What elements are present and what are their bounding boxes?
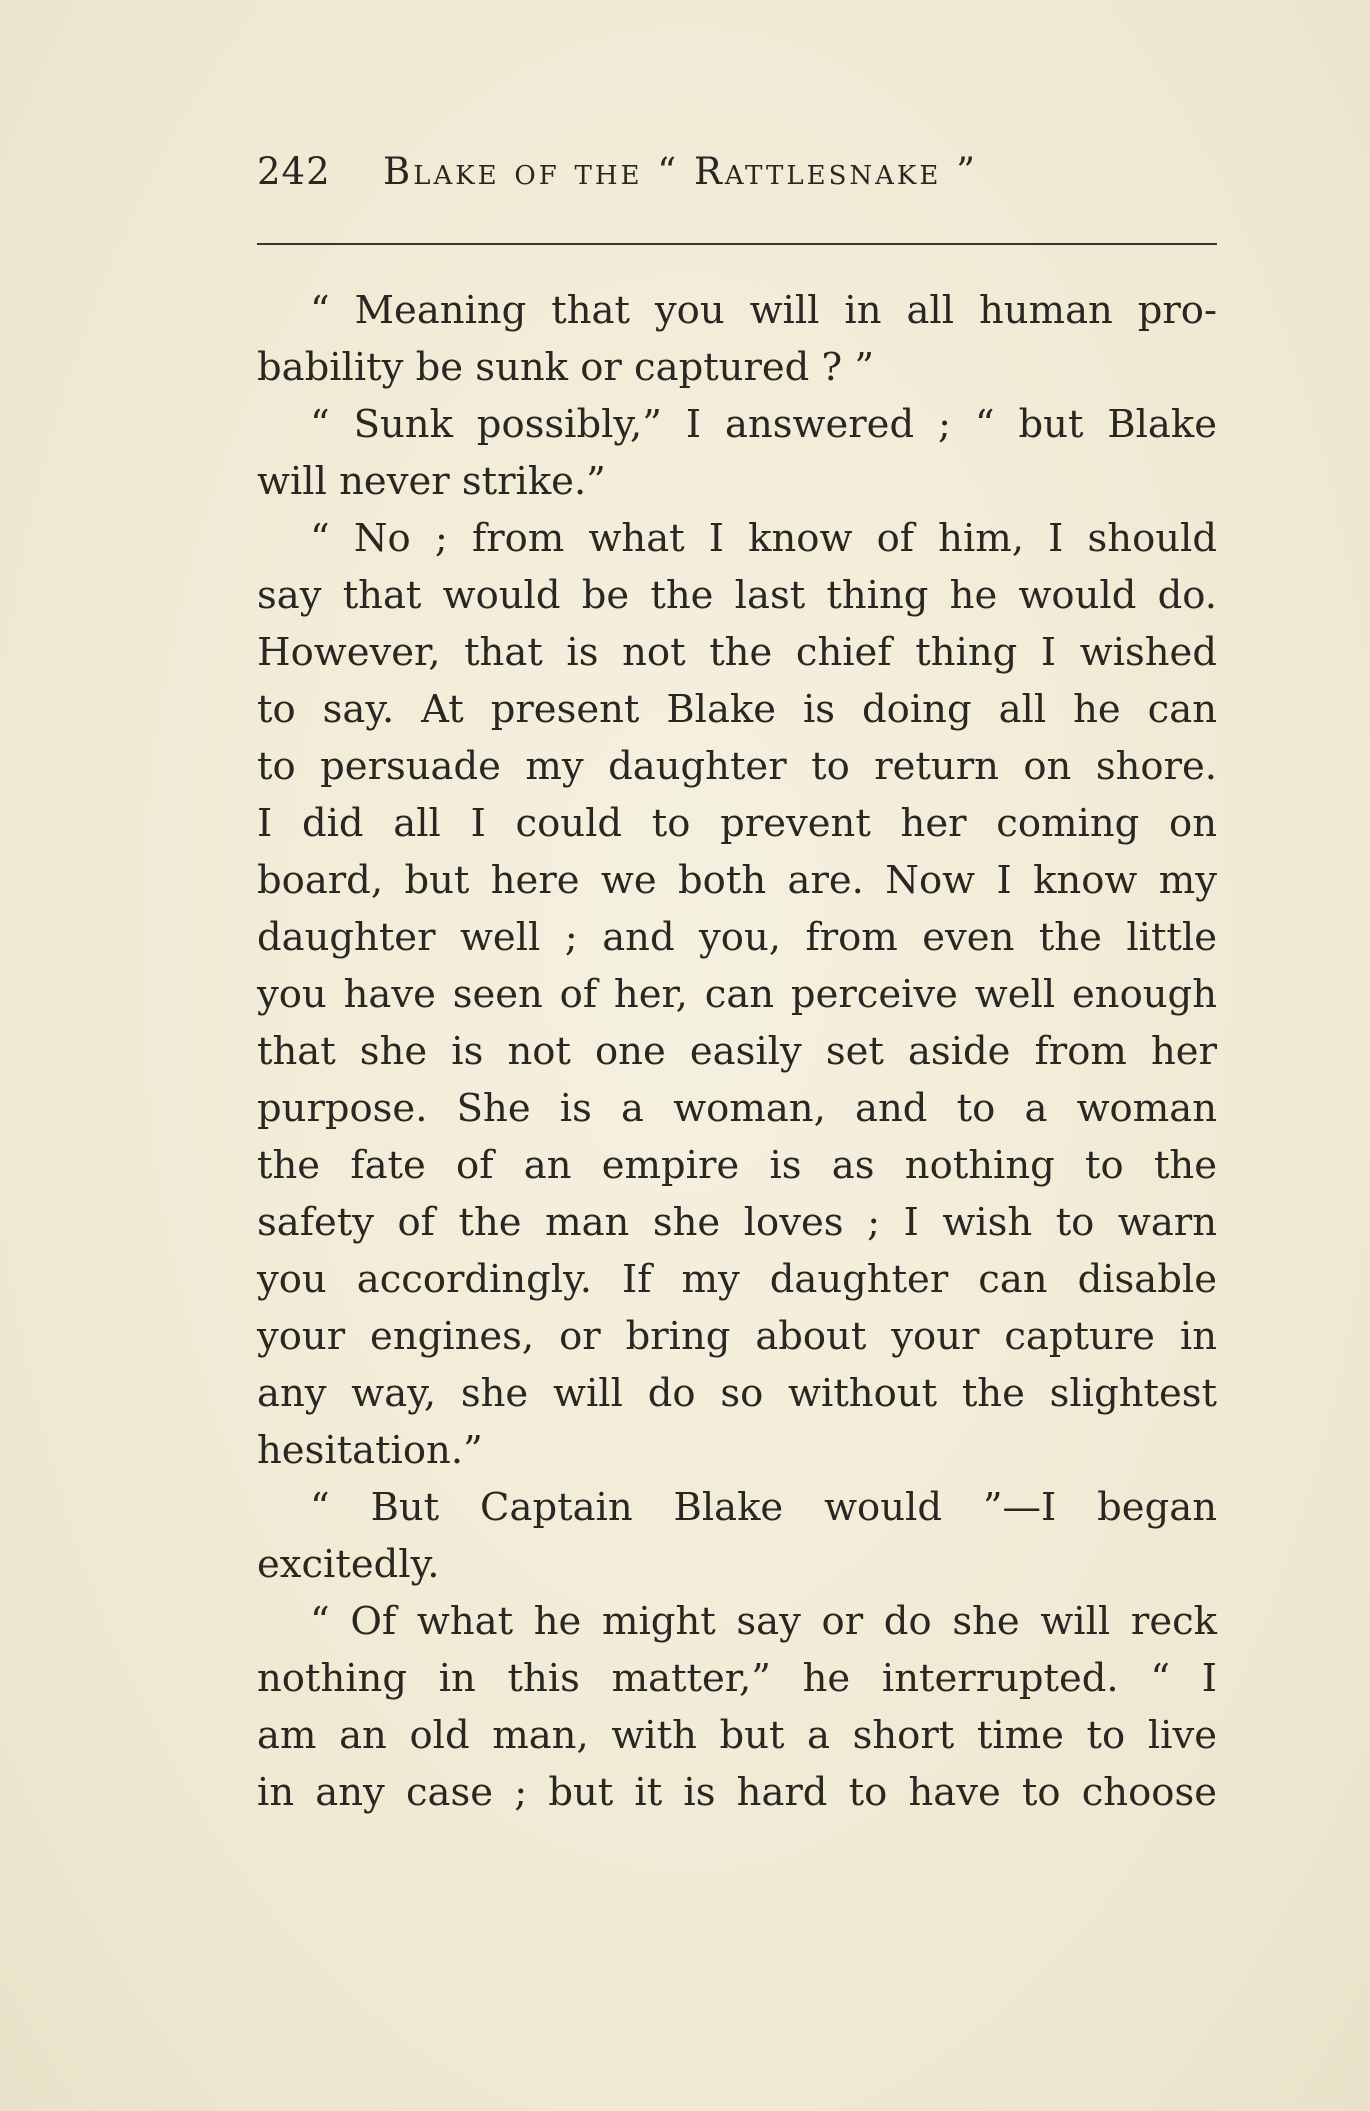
text-line: hesitation.” xyxy=(257,1428,483,1473)
text-line: safety of the man she loves ; I wish to warn xyxy=(257,1200,1217,1245)
body-text xyxy=(257,282,1217,1821)
text-line: purpose. She is a woman, and to a woman xyxy=(257,1086,1217,1131)
text-line: “ Of what he might say or do she will reck xyxy=(310,1599,1217,1644)
text-line: you accordingly. If my daughter can disable xyxy=(257,1257,1217,1302)
text-line: to say. At present Blake is doing all he can xyxy=(257,687,1217,732)
text-line: that she is not one easily set aside from her xyxy=(257,1029,1217,1074)
running-title: Blake of the “ Rattlesnake ” xyxy=(383,150,978,193)
text-line: daughter well ; and you, from even the little xyxy=(257,915,1217,960)
text-line: excitedly. xyxy=(257,1542,440,1587)
text-line: bability be sunk or captured ? ” xyxy=(257,345,875,390)
text-line: “ Sunk possibly,” I answered ; “ but Blake xyxy=(310,402,1217,447)
text-line: any way, she will do so without the slightest xyxy=(257,1371,1217,1416)
text-line: “ No ; from what I know of him, I should xyxy=(310,516,1217,561)
text-line: I did all I could to prevent her coming on xyxy=(257,801,1217,846)
text-line: However, that is not the chief thing I wished xyxy=(257,630,1217,675)
text-line: your engines, or bring about your capture in xyxy=(257,1314,1217,1359)
text-line: in any case ; but it is hard to have to choose xyxy=(257,1770,1217,1815)
text-line: you have seen of her, can perceive well enough xyxy=(257,972,1217,1017)
text-line: to persuade my daughter to return on shore. xyxy=(257,744,1217,789)
text-line: “ Meaning that you will in all human pro- xyxy=(310,288,1217,333)
page-number: 242 xyxy=(257,150,331,193)
text-line: am an old man, with but a short time to live xyxy=(257,1713,1217,1758)
text-line: nothing in this matter,” he interrupted. “ I xyxy=(257,1656,1217,1701)
text-line: “ But Captain Blake would ”—I began xyxy=(310,1485,1217,1530)
page-header xyxy=(257,150,1217,200)
header-rule xyxy=(257,243,1217,245)
text-line: the fate of an empire is as nothing to the xyxy=(257,1143,1217,1188)
text-line: will never strike.” xyxy=(257,459,606,504)
text-line: say that would be the last thing he would do. xyxy=(257,573,1217,618)
text-line: board, but here we both are. Now I know my xyxy=(257,858,1217,903)
